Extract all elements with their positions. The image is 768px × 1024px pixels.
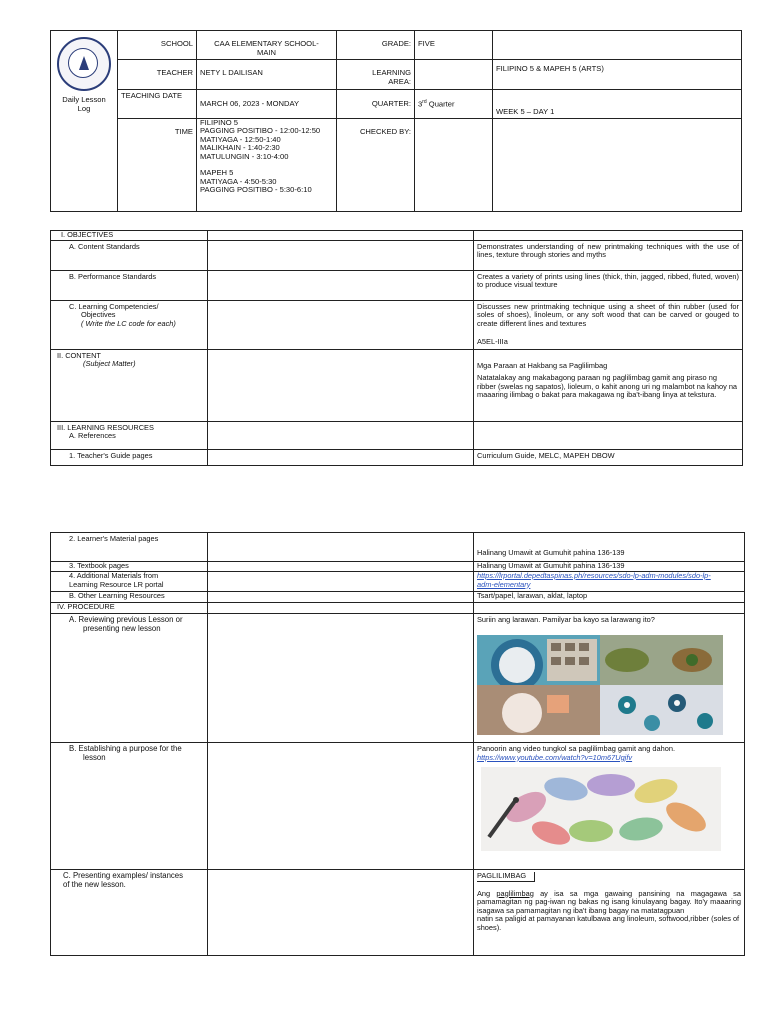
content-title: Mga Paraan at Hakbang sa Paglilimbag — [477, 360, 608, 370]
textbook-label: 3. Textbook pages — [51, 562, 208, 572]
purpose-value: Panoorin ang video tungkol sa paglilimbag gamit ang dahon. https://www.youtube.com/watch?v=10m67Ugjfv — [474, 743, 745, 870]
review-label: A. Reviewing previous Lesson or presenting new lesson — [51, 614, 208, 743]
teacher-label: TEACHER — [118, 60, 197, 89]
checked-by-extra — [493, 118, 742, 211]
performance-standards-value: Creates a variety of prints using lines (thick, thin, jagged, ribbed, fluted, woven) to produce visual texture — [474, 270, 743, 300]
lr-portal-link[interactable]: https://lrportal.depedtaspinas.ph/resources/sdo-lp-adm-modules/sdo-lp- adm-elementary — [474, 572, 745, 592]
logo-cell — [51, 31, 118, 212]
content-standards-label: A. Content Standards — [51, 240, 208, 270]
performance-standards-label: B. Performance Standards — [51, 270, 208, 300]
school-label: SCHOOL — [118, 31, 197, 60]
other-resources-label: B. Other Learning Resources — [51, 592, 208, 603]
lm-pages-label: 2. Learner's Material pages — [51, 533, 208, 562]
learning-area-label: LEARNING AREA: — [337, 60, 415, 89]
procedure-table — [50, 532, 745, 956]
content-standards-value: Demonstrates understanding of new printmaking techniques with the use of lines, texture through stories and myths — [474, 240, 743, 270]
quarter-value: 3rd Quarter — [415, 89, 493, 118]
examples-label: C. Presenting examples/ instances of the new lesson. — [51, 870, 208, 956]
school-value: CAA ELEMENTARY SCHOOL- MAIN — [197, 31, 337, 60]
youtube-video-link[interactable]: https://www.youtube.com/watch?v=10m67Ugjfv — [477, 752, 633, 762]
review-value: Suriin ang larawan. Pamilyar ba kayo sa larawang ito? — [474, 614, 745, 743]
time-value — [197, 118, 337, 211]
objectives-heading: I. OBJECTIVES — [51, 231, 208, 241]
purpose-label: B. Establishing a purpose for the lesson — [51, 743, 208, 870]
objectives-table — [50, 230, 743, 466]
paglilimbag-term: paglilimbag — [496, 888, 534, 898]
competencies-label: C. Learning Competencies/ Objectives ( Write the LC code for each) — [51, 300, 208, 349]
additional-materials-label: 4. Additional Materials from Learning Resource LR portal — [51, 572, 208, 592]
time-line: MALIKHAIN - 1:40-2:30 — [200, 143, 280, 153]
teaching-date-value: MARCH 06, 2023 - MONDAY — [197, 89, 337, 118]
examples-title: PAGLILIMBAG — [477, 872, 535, 882]
other-resources-value: Tsart/papel, larawan, aklat, laptop — [474, 592, 745, 603]
tg-pages-label: 1. Teacher's Guide pages — [51, 449, 208, 465]
grade-label: GRADE: — [337, 31, 415, 60]
quarter-label: QUARTER: — [337, 89, 415, 118]
examples-value: PAGLILIMBAG Ang paglilimbag ay isa sa mga gawaing pansining na magagawa sa pamamagitan ng pag-iwan ng bakas ng isang kinulayang bagay. Ito'y maaaring isagawa sa pamamagitan ng iba't ibang bagay na matatagpuan natin sa paligid at pamayanan katulbawa ang linoleum, softwood,ribber (soles of shoes). — [474, 870, 745, 956]
header-table — [50, 30, 742, 212]
week-value: WEEK 5 – DAY 1 — [493, 89, 742, 118]
content-value: Mga Paraan at Hakbang sa Paglilimbag Natatalakay ang makabagong paraan ng paglilimbag gamit ang piraso ng ribber (swelas ng sapatos), lioleum, o kahit anong uri ng malambot na kahoy na maaaring ilimbag o bakat para makagawa ng iba't-ibang linya at tekstura. — [474, 349, 743, 421]
dll-title-line2: Log — [77, 103, 91, 113]
time-line: PAGGING POSITIBO - 5:30-6:10 — [200, 185, 312, 195]
grade-extra — [493, 31, 742, 60]
lc-code: A5EL-IIIa — [477, 337, 508, 347]
time-line: MATIYAGA - 4:50-5:30 — [200, 176, 277, 186]
grade-value: FIVE — [415, 31, 493, 60]
time-line: MATIYAGA - 12:50-1:40 — [200, 134, 281, 144]
learning-area-blank — [415, 60, 493, 89]
time-line: MAPEH 5 — [200, 168, 234, 178]
tg-pages-value: Curriculum Guide, MELC, MAPEH DBOW — [474, 449, 743, 465]
procedure-heading: IV. PROCEDURE — [51, 603, 208, 614]
checked-by-value — [415, 118, 493, 211]
leaf-print-image — [481, 767, 721, 851]
time-label: TIME — [118, 118, 197, 211]
printmaking-collage-image — [477, 635, 723, 735]
checked-by-label: CHECKED BY: — [337, 118, 415, 211]
teaching-date-label: TEACHING DATE — [118, 89, 197, 118]
dll-title-line1: Daily Lesson — [62, 95, 106, 104]
deped-seal-icon — [57, 37, 111, 91]
time-line: MATULUNGIN - 3:10-4:00 — [200, 151, 289, 161]
teacher-value: NETY L DAILISAN — [197, 60, 337, 89]
time-line: PAGGING POSITIBO - 12:00-12:50 — [200, 126, 321, 136]
competencies-value: Discusses new printmaking technique using a sheet of thin rubber (used for soles of shoes), linoleum, or any soft wood that can be carved or gouged to create different lines and textures A5EL-IIIa — [474, 300, 743, 349]
textbook-value: Halinang Umawit at Gumuhit pahina 136-139 — [474, 562, 745, 572]
time-line: FILIPINO 5 — [200, 117, 238, 127]
learning-resources-label: III. LEARNING RESOURCES A. References — [51, 421, 208, 449]
content-label: II. CONTENT (Subject Matter) — [51, 349, 208, 421]
lm-pages-value: Halinang Umawit at Gumuhit pahina 136-139 — [474, 533, 745, 562]
learning-area-value: FILIPINO 5 & MAPEH 5 (ARTS) — [493, 60, 742, 89]
